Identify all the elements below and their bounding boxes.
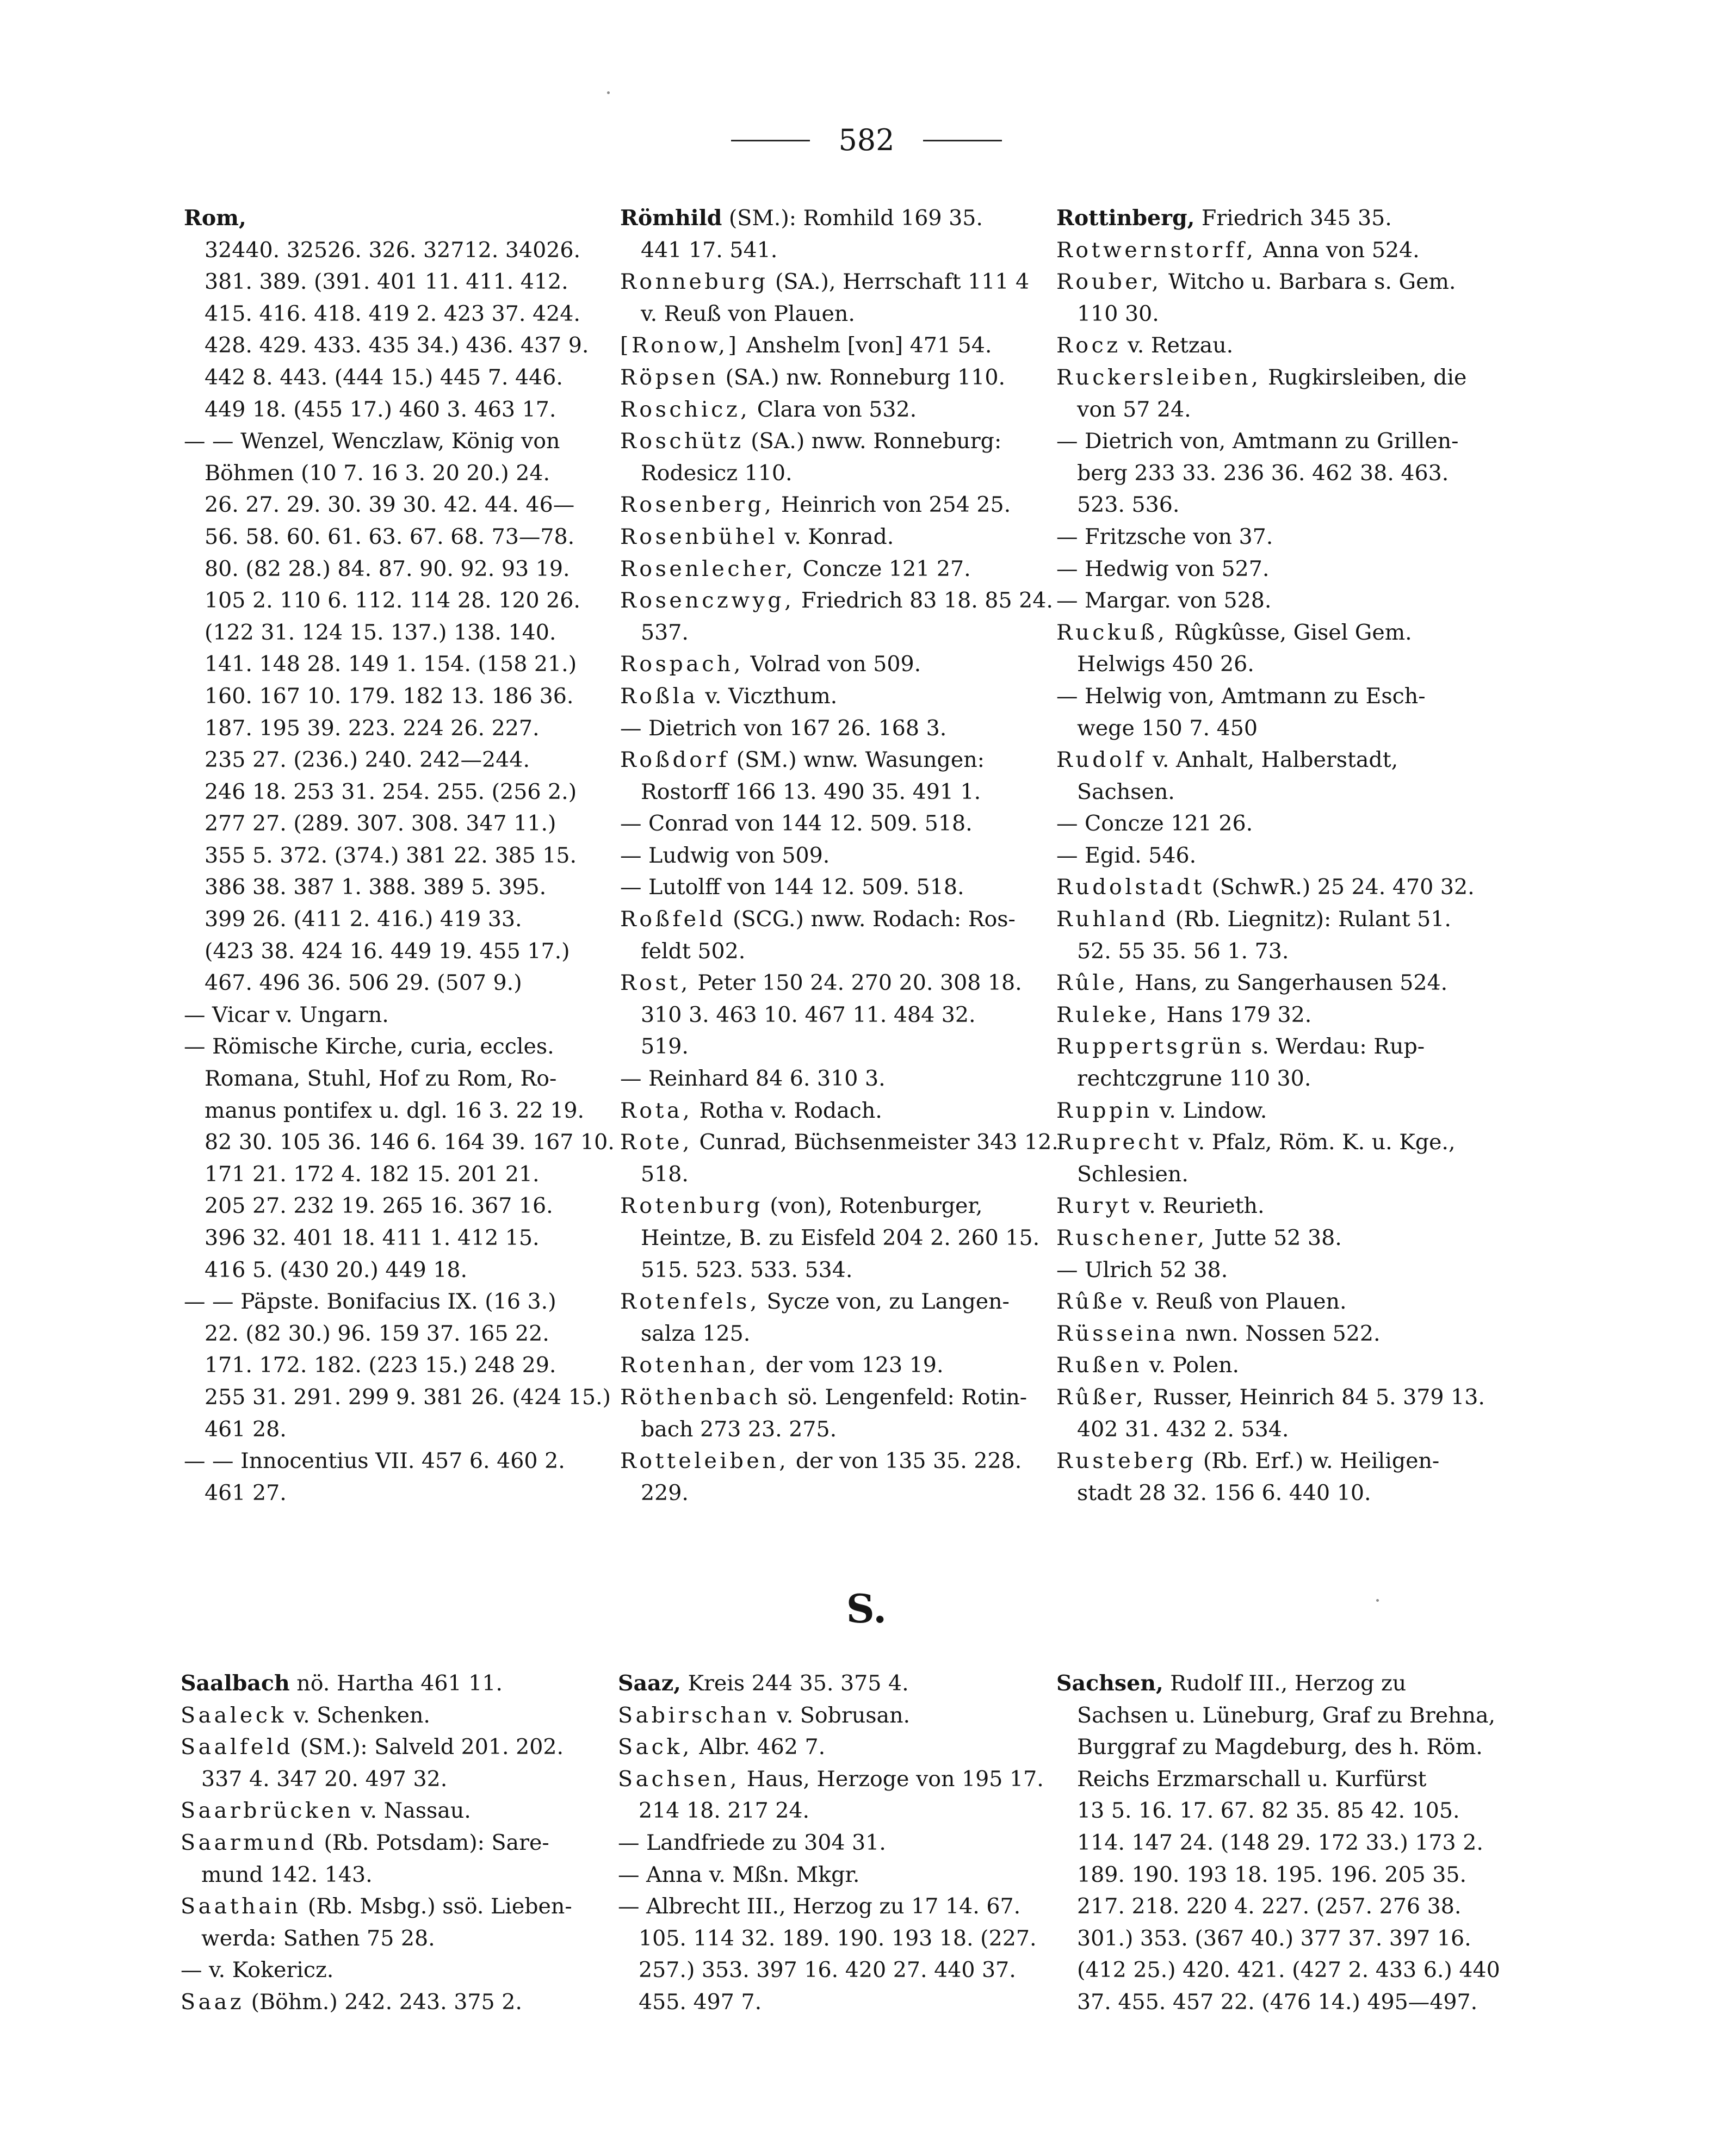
index-entry: [184, 202, 614, 425]
entry-headline: — v. Kokericz.: [181, 1957, 334, 1983]
index-column-s-2: [618, 1668, 1048, 2018]
entry-continuation: 56. 58. 60. 61. 63. 67. 68. 73—78.: [205, 524, 575, 549]
index-entry: [1056, 202, 1486, 234]
entry-continuation: 416 5. (430 20.) 449 18.: [205, 1257, 468, 1283]
index-entry: [1056, 266, 1486, 330]
entry-headline: Roschicz, Clara von 532.: [620, 396, 917, 422]
entry-continuation: 449 18. (455 17.) 460 3. 463 17.: [205, 396, 556, 422]
entry-continuation: stadt 28 32. 156 6. 440 10.: [1077, 1480, 1371, 1506]
entry-headline: Saaz (Böhm.) 242. 243. 375 2.: [181, 1989, 522, 2015]
entry-headline: — Landfriede zu 304 31.: [618, 1830, 886, 1855]
entry-continuation: 415. 416. 418. 419 2. 423 37. 424.: [205, 301, 580, 326]
entry-continuation: berg 233 33. 236 36. 462 38. 463.: [1077, 460, 1449, 486]
index-entry: [1056, 1286, 1486, 1318]
entry-headline: — Ludwig von 509.: [620, 842, 830, 868]
index-entry: [1056, 1349, 1486, 1381]
index-entry: [620, 967, 1050, 1063]
index-column-2: [620, 202, 1059, 1509]
entry-headline: Rosenbühel v. Konrad.: [620, 524, 894, 549]
entry-headline: Saalbach nö. Hartha 461 11.: [181, 1671, 503, 1696]
index-entry: [1056, 1445, 1486, 1509]
entry-continuation: (122 31. 124 15. 137.) 138. 140.: [205, 619, 556, 645]
entry-headline: Roßdorf (SM.) wnw. Wasungen:: [620, 747, 985, 773]
entry-continuation: Sachsen.: [1077, 779, 1175, 804]
entry-headline: Saathain (Rb. Msbg.) ssö. Lieben-: [181, 1894, 572, 1919]
entry-headline: Rouber, Witcho u. Barbara s. Gem.: [1056, 269, 1456, 295]
entry-headline: Rosenberg, Heinrich von 254 25.: [620, 492, 1011, 518]
entry-continuation: 257.) 353. 397 16. 420 27. 440 37.: [639, 1957, 1016, 1983]
entry-continuation: 255 31. 291. 299 9. 381 26. (424 15.): [205, 1384, 611, 1410]
entry-headline: Rotenfels, Sycze von, zu Langen-: [620, 1289, 1010, 1315]
index-entry: [1056, 585, 1486, 617]
entry-continuation: 171 21. 172 4. 182 15. 201 21.: [205, 1161, 540, 1187]
entry-headline: Saalfeld (SM.): Salveld 201. 202.: [181, 1734, 564, 1760]
entry-continuation: 518.: [641, 1161, 689, 1187]
entry-continuation: 246 18. 253 31. 254. 255. (256 2.): [205, 779, 577, 804]
entry-headline: Rudolstadt (SchwR.) 25 24. 470 32.: [1056, 875, 1475, 900]
entry-headline: Ruppin v. Lindow.: [1056, 1098, 1267, 1123]
entry-continuation: 80. (82 28.) 84. 87. 90. 92. 93 19.: [205, 556, 570, 581]
index-column-s-1: [181, 1668, 610, 2018]
entry-continuation: 355 5. 372. (374.) 381 22. 385 15.: [205, 842, 577, 868]
entry-headline: [Ronow,] Anshelm [von] 471 54.: [620, 333, 992, 358]
entry-continuation: 441 17. 541.: [641, 237, 778, 263]
entry-headline: Ruppertsgrün s. Werdau: Rup-: [1056, 1034, 1425, 1060]
entry-headline: Ruprecht v. Pfalz, Röm. K. u. Kge.,: [1056, 1130, 1456, 1155]
entry-continuation: 519.: [641, 1034, 689, 1060]
entry-continuation: 467. 496 36. 506 29. (507 9.): [205, 970, 522, 996]
header-rule-right: [923, 140, 1002, 141]
entry-headline: Saarbrücken v. Nassau.: [181, 1798, 471, 1824]
entry-headline: Ruleke, Hans 179 32.: [1056, 1002, 1312, 1027]
index-entry: [181, 1986, 610, 2018]
index-entry: [184, 425, 614, 999]
entry-continuation: 22. (82 30.) 96. 159 37. 165 22.: [205, 1321, 549, 1346]
entry-headline: Rudolf v. Anhalt, Halberstadt,: [1056, 747, 1398, 773]
entry-continuation: Helwigs 450 26.: [1077, 652, 1254, 677]
entry-headline: — Ulrich 52 38.: [1056, 1257, 1228, 1283]
entry-continuation: 105 2. 110 6. 112. 114 28. 120 26.: [205, 588, 580, 614]
page-number: 582: [838, 123, 895, 157]
entry-continuation: Böhmen (10 7. 16 3. 20 20.) 24.: [205, 460, 550, 486]
index-entry: [620, 1381, 1050, 1445]
entry-continuation: 310 3. 463 10. 467 11. 484 32.: [641, 1002, 976, 1027]
entry-continuation: Reichs Erzmarschall u. Kurfürst: [1077, 1766, 1427, 1792]
index-entry: [1056, 1254, 1486, 1286]
index-entry: [1056, 617, 1486, 680]
index-entry: [620, 840, 1050, 872]
entry-headline: — Vicar v. Ungarn.: [184, 1002, 389, 1027]
index-entry: [184, 999, 614, 1031]
entry-headline: Rûßer, Russer, Heinrich 84 5. 379 13.: [1056, 1384, 1485, 1410]
entry-continuation: 32440. 32526. 326. 32712. 34026.: [205, 237, 581, 263]
entry-headline: Rosenlecher, Concze 121 27.: [620, 556, 971, 581]
index-entry: [620, 808, 1050, 840]
entry-headline: Römhild (SM.): Romhild 169 35.: [620, 206, 983, 231]
entry-headline: Rote, Cunrad, Büchsenmeister 343 12.: [620, 1130, 1059, 1155]
entry-headline: Rußen v. Polen.: [1056, 1353, 1240, 1378]
entry-headline: Saaleck v. Schenken.: [181, 1702, 430, 1728]
entry-headline: — Hedwig von 527.: [1056, 556, 1270, 581]
entry-headline: Ruckuß, Rûgkûsse, Gisel Gem.: [1056, 619, 1412, 645]
entry-headline: Rocz v. Retzau.: [1056, 333, 1234, 358]
entry-continuation: 214 18. 217 24.: [639, 1798, 810, 1824]
index-entry: [1056, 680, 1486, 744]
index-entry: [618, 1859, 1048, 1891]
index-entry: [618, 1891, 1048, 2018]
index-entry: [620, 1126, 1059, 1190]
entry-headline: Rospach, Volrad von 509.: [620, 652, 921, 677]
index-entry: [181, 1827, 610, 1891]
entry-continuation: manus pontifex u. dgl. 16 3. 22 19.: [205, 1098, 585, 1123]
entry-continuation: 105. 114 32. 189. 190. 193 18. (227.: [639, 1925, 1037, 1951]
index-entry: [1056, 1126, 1486, 1190]
index-entry: [1056, 808, 1486, 840]
entry-continuation: Burggraf zu Magdeburg, des h. Röm.: [1077, 1734, 1483, 1760]
index-entry: [181, 1668, 610, 1700]
entry-continuation: 523. 536.: [1077, 492, 1180, 518]
index-entry: [1056, 1381, 1486, 1445]
entry-headline: — Römische Kirche, curia, eccles.: [184, 1034, 554, 1060]
entry-continuation: 386 38. 387 1. 388. 389 5. 395.: [205, 875, 547, 900]
entry-continuation: 217. 218. 220 4. 227. (257. 276 38.: [1077, 1894, 1462, 1919]
entry-continuation: 402 31. 432 2. 534.: [1077, 1416, 1289, 1442]
index-entry: [620, 680, 1050, 713]
entry-headline: — Lutolff von 144 12. 509. 518.: [620, 875, 964, 900]
entry-continuation: 114. 147 24. (148 29. 172 33.) 173 2.: [1077, 1830, 1483, 1855]
entry-headline: — Anna v. Mßn. Mkgr.: [618, 1862, 860, 1887]
entry-headline: Saarmund (Rb. Potsdam): Sare-: [181, 1830, 549, 1855]
entry-continuation: (412 25.) 420. 421. (427 2. 433 6.) 440: [1077, 1957, 1500, 1983]
entry-continuation: feldt 502.: [641, 938, 746, 964]
index-entry: [620, 1095, 1050, 1127]
entry-headline: Röpsen (SA.) nw. Ronneburg 110.: [620, 364, 1006, 390]
entry-continuation: 455. 497 7.: [639, 1989, 762, 2015]
entry-headline: Rüsseina nwn. Nossen 522.: [1056, 1321, 1381, 1346]
entry-continuation: 229.: [641, 1480, 689, 1506]
index-entry: [1056, 1190, 1486, 1222]
entry-headline: Rotenburg (von), Rotenburger,: [620, 1193, 983, 1219]
index-entry: [620, 489, 1050, 521]
entry-headline: — — Wenzel, Wenczlaw, König von: [184, 429, 560, 454]
entry-continuation: Schlesien.: [1077, 1161, 1189, 1187]
index-entry: [1056, 362, 1486, 425]
index-entry: [620, 585, 1053, 648]
entry-headline: Ruschener, Jutte 52 38.: [1056, 1225, 1342, 1250]
entry-headline: — Albrecht III., Herzog zu 17 14. 67.: [618, 1894, 1021, 1919]
index-entry: [1056, 903, 1486, 967]
index-entry: [620, 425, 1050, 489]
entry-continuation: Rodesicz 110.: [641, 460, 793, 486]
entry-continuation: 13 5. 16. 17. 67. 82 35. 85 42. 105.: [1077, 1798, 1460, 1824]
entry-continuation: Heintze, B. zu Eisfeld 204 2. 260 15.: [641, 1225, 1040, 1250]
index-entry: [1056, 425, 1486, 521]
entry-headline: — Conrad von 144 12. 509. 518.: [620, 811, 973, 837]
entry-continuation: 537.: [641, 619, 689, 645]
entry-headline: — — Päpste. Bonifacius IX. (16 3.): [184, 1289, 556, 1315]
page-header: [0, 124, 1733, 157]
entry-continuation: 461 27.: [205, 1480, 287, 1506]
entry-headline: Röthenbach sö. Lengenfeld: Rotin-: [620, 1384, 1028, 1410]
entry-continuation: 187. 195 39. 223. 224 26. 227.: [205, 715, 540, 741]
entry-continuation: 141. 148 28. 149 1. 154. (158 21.): [205, 652, 577, 677]
entry-continuation: wege 150 7. 450: [1077, 715, 1258, 741]
index-entry: [1056, 330, 1486, 362]
entry-headline: Rottinberg, Friedrich 345 35.: [1056, 206, 1392, 231]
entry-continuation: 110 30.: [1077, 301, 1159, 326]
index-column-1: [184, 202, 614, 1509]
index-entry: [620, 266, 1050, 330]
entry-headline: — Helwig von, Amtmann zu Esch-: [1056, 683, 1426, 709]
index-entry: [620, 1349, 1050, 1381]
entry-headline: Rotenhan, der vom 123 19.: [620, 1353, 944, 1378]
index-entry: [618, 1731, 1048, 1763]
index-entry: [620, 1190, 1050, 1286]
entry-continuation: 301.) 353. (367 40.) 377 37. 397 16.: [1077, 1925, 1471, 1951]
entry-headline: Sachsen, Haus, Herzoge von 195 17.: [618, 1766, 1044, 1792]
index-entry: [1056, 967, 1486, 999]
index-entry: [1056, 840, 1486, 872]
entry-continuation: 37. 455. 457 22. (476 14.) 495—497.: [1077, 1989, 1478, 2015]
entry-continuation: Rostorff 166 13. 490 35. 491 1.: [641, 779, 981, 804]
index-entry: [620, 648, 1050, 680]
index-entry: [620, 362, 1050, 394]
index-entry: [1056, 999, 1486, 1031]
entry-continuation: 160. 167 10. 179. 182 13. 186 36.: [205, 683, 574, 709]
index-entry: [620, 871, 1050, 903]
index-entry: [184, 1445, 614, 1509]
entry-continuation: 399 26. (411 2. 416.) 419 33.: [205, 907, 522, 932]
index-entry: [620, 330, 1050, 362]
entry-headline: Rost, Peter 150 24. 270 20. 308 18.: [620, 970, 1022, 996]
index-entry: [620, 394, 1050, 426]
entry-continuation: 461 28.: [205, 1416, 287, 1442]
entry-continuation: 52. 55 35. 56 1. 73.: [1077, 938, 1289, 964]
entry-headline: Saaz, Kreis 244 35. 375 4.: [618, 1671, 909, 1696]
section-letter: S.: [846, 1585, 887, 1632]
index-entry: [620, 1063, 1050, 1095]
index-entry: [618, 1763, 1048, 1827]
entry-headline: Rûle, Hans, zu Sangerhausen 524.: [1056, 970, 1448, 996]
entry-continuation: rechtczgrune 110 30.: [1077, 1066, 1311, 1092]
entry-continuation: 381. 389. (391. 401 11. 411. 412.: [205, 269, 568, 295]
entry-headline: — Dietrich von 167 26. 168 3.: [620, 715, 947, 741]
index-column-3: [1056, 202, 1486, 1509]
entry-headline: Ruhland (Rb. Liegnitz): Rulant 51.: [1056, 907, 1451, 932]
index-entry: [181, 1891, 610, 1954]
entry-headline: — — Innocentius VII. 457 6. 460 2.: [184, 1448, 565, 1474]
index-entry: [181, 1700, 610, 1732]
entry-headline: Rotteleiben, der von 135 35. 228.: [620, 1448, 1022, 1474]
entry-headline: Roßla v. Viczthum.: [620, 683, 838, 709]
index-entry: [620, 1286, 1050, 1349]
entry-continuation: Romana, Stuhl, Hof zu Rom, Ro-: [205, 1066, 557, 1092]
entry-continuation: salza 125.: [641, 1321, 751, 1346]
index-entry: [1056, 234, 1486, 267]
entry-continuation: 337 4. 347 20. 497 32.: [201, 1766, 448, 1792]
index-entry: [1056, 521, 1486, 553]
index-entry: [1056, 871, 1486, 903]
scan-speck: [607, 91, 610, 94]
entry-continuation: werda: Sathen 75 28.: [201, 1925, 435, 1951]
index-entry: [181, 1731, 610, 1795]
entry-headline: Rom,: [184, 206, 246, 231]
entry-continuation: v. Reuß von Plauen.: [641, 301, 855, 326]
index-entry: [184, 1286, 614, 1445]
index-entry: [620, 202, 1050, 266]
entry-continuation: 442 8. 443. (444 15.) 445 7. 446.: [205, 364, 563, 390]
header-rule-left: [731, 140, 810, 141]
entry-continuation: 82 30. 105 36. 146 6. 164 39. 167 10.: [205, 1130, 615, 1155]
index-entry: [620, 744, 1050, 808]
entry-headline: — Dietrich von, Amtmann zu Grillen-: [1056, 429, 1459, 454]
index-entry: [1056, 553, 1486, 585]
entry-continuation: (423 38. 424 16. 449 19. 455 17.): [205, 938, 570, 964]
index-entry: [620, 553, 1050, 585]
entry-headline: Roschütz (SA.) nww. Ronneburg:: [620, 429, 1002, 454]
entry-headline: — Concze 121 26.: [1056, 811, 1253, 837]
entry-continuation: 277 27. (289. 307. 308. 347 11.): [205, 811, 556, 837]
entry-continuation: 205 27. 232 19. 265 16. 367 16.: [205, 1193, 553, 1219]
index-entry: [1056, 1668, 1500, 2018]
index-entry: [1056, 1095, 1486, 1127]
index-entry: [1056, 1318, 1486, 1350]
index-column-s-3: [1056, 1668, 1500, 2018]
entry-headline: Ruryt v. Reurieth.: [1056, 1193, 1265, 1219]
index-entry: [618, 1700, 1048, 1732]
entry-headline: — Fritzsche von 37.: [1056, 524, 1273, 549]
entry-headline: Sachsen, Rudolf III., Herzog zu: [1056, 1671, 1407, 1696]
entry-headline: Rota, Rotha v. Rodach.: [620, 1098, 882, 1123]
entry-continuation: mund 142. 143.: [201, 1862, 373, 1887]
entry-continuation: 396 32. 401 18. 411 1. 412 15.: [205, 1225, 540, 1250]
entry-continuation: von 57 24.: [1077, 396, 1191, 422]
entry-headline: — Egid. 546.: [1056, 842, 1197, 868]
entry-headline: — Reinhard 84 6. 310 3.: [620, 1066, 886, 1092]
index-entry: [1056, 1222, 1486, 1254]
entry-continuation: 189. 190. 193 18. 195. 196. 205 35.: [1077, 1862, 1467, 1887]
index-entry: [620, 713, 1050, 745]
index-entry: [618, 1827, 1048, 1859]
entry-continuation: 428. 429. 433. 435 34.) 436. 437 9.: [205, 333, 589, 358]
index-entry: [1056, 1031, 1486, 1094]
entry-headline: Rûße v. Reuß von Plauen.: [1056, 1289, 1347, 1315]
index-entry: [1056, 744, 1486, 808]
scan-speck: [1376, 1599, 1379, 1602]
entry-headline: Ruckersleiben, Rugkirsleiben, die: [1056, 364, 1467, 390]
entry-continuation: 26. 27. 29. 30. 39 30. 42. 44. 46—: [205, 492, 575, 518]
index-entry: [618, 1668, 1048, 1700]
index-entry: [620, 521, 1050, 553]
entry-continuation: bach 273 23. 275.: [641, 1416, 837, 1442]
entry-headline: — Margar. von 528.: [1056, 588, 1272, 614]
entry-continuation: 235 27. (236.) 240. 242—244.: [205, 747, 530, 773]
entry-continuation: Sachsen u. Lüneburg, Graf zu Brehna,: [1077, 1702, 1496, 1728]
entry-headline: Rotwernstorff, Anna von 524.: [1056, 237, 1420, 263]
index-entry: [620, 903, 1050, 967]
entry-headline: Ronneburg (SA.), Herrschaft 111 4: [620, 269, 1030, 295]
entry-continuation: 171. 172. 182. (223 15.) 248 29.: [205, 1353, 556, 1378]
entry-headline: Rosenczwyg, Friedrich 83 18. 85 24.: [620, 588, 1053, 614]
entry-headline: Sack, Albr. 462 7.: [618, 1734, 826, 1760]
entry-headline: Roßfeld (SCG.) nww. Rodach: Ros-: [620, 907, 1016, 932]
index-entry: [620, 1445, 1050, 1509]
index-entry: [181, 1795, 610, 1827]
entry-headline: Sabirschan v. Sobrusan.: [618, 1702, 911, 1728]
entry-headline: Rusteberg (Rb. Erf.) w. Heiligen-: [1056, 1448, 1440, 1474]
index-entry: [184, 1031, 614, 1286]
index-entry: [181, 1954, 610, 1986]
entry-continuation: 515. 523. 533. 534.: [641, 1257, 853, 1283]
